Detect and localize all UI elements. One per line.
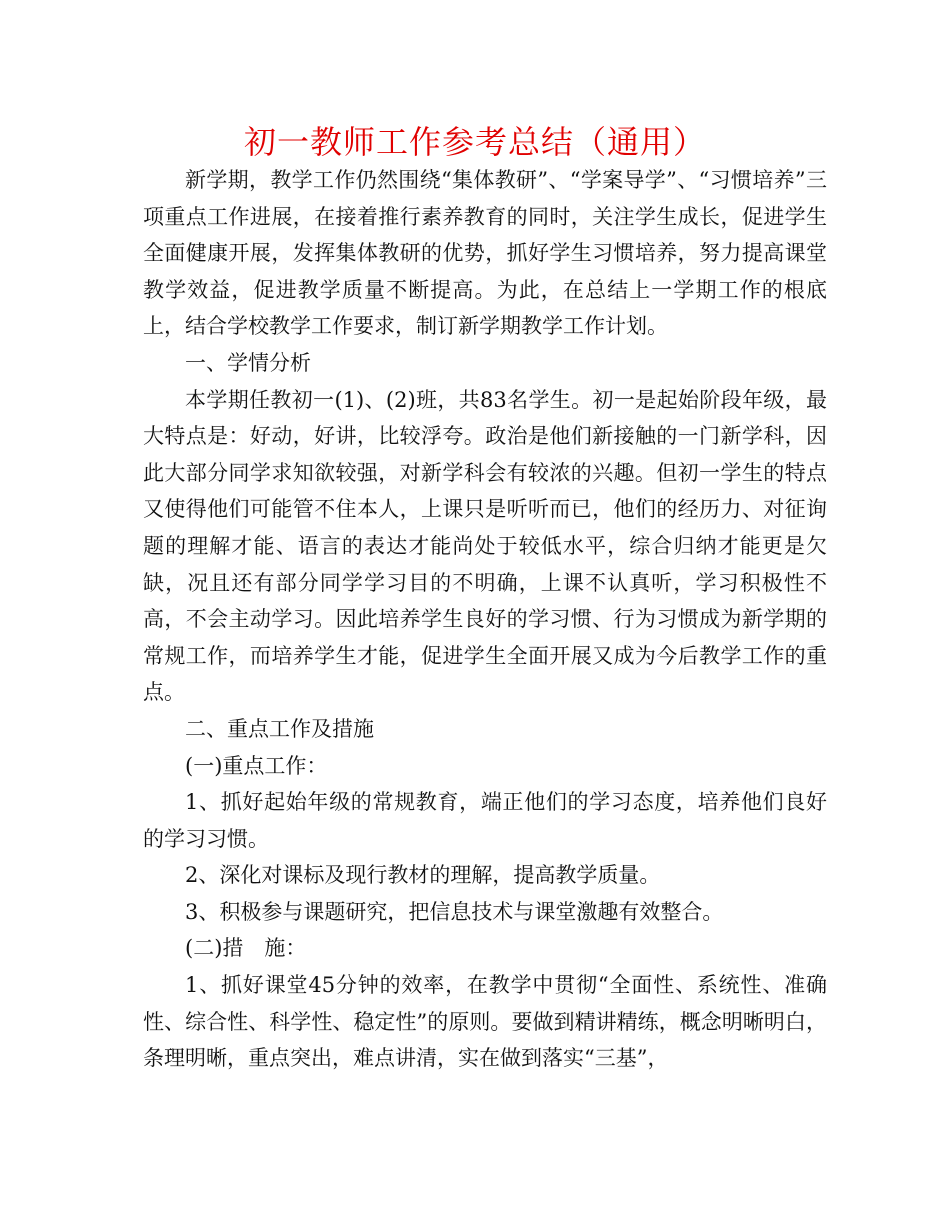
subheading-key-work: (一)重点工作： <box>185 753 328 778</box>
paragraph-learning-analysis: 本学期任教初一(1)、(2)班，共83名学生。初一是起始阶段年级，最大特点是：好动，好讲，比较浮夸。政治是他们新接触的一门新学科，因此大部分同学求知欲较强，对新学科会有较浓的兴趣。但初一学生的特点又使得他们可能管不住本人，上课只是听听而已，他们的经历力、对征询题的理解才能、语言的表达才能尚处于较低水平，综合归纳才能更是欠缺，况且还有部分同学学习目的不明确，上课不认真听，学习积极性不高，不会主动学习。因此培养学生良好的学习惯、行为习惯成为新学期的常规工作，而培养学生才能，促进学生全面开展又成为今后教学工作的重点。 <box>143 387 827 705</box>
list-item-key-work-1: 1、抓好起始年级的常规教育，端正他们的学习态度，培养他们良好的学习习惯。 <box>143 790 827 851</box>
subheading-measures: (二)措 施： <box>185 936 307 961</box>
list-item-measures-1: 1、抓好课堂45分钟的效率，在教学中贯彻“全面性、系统性、准确性、综合性、科学性、稳定性”的原则。要做到精讲精练，概念明晰明白，条理明晰，重点突出，难点讲清，实在做到落实“三基”， <box>143 973 827 1071</box>
section-heading-key-work: 二、重点工作及措施 <box>185 716 374 741</box>
document-body <box>143 162 827 1077</box>
list-item-key-work-2: 2、深化对课标及现行教材的理解，提高教学质量。 <box>185 863 661 888</box>
section-heading-learning-analysis: 一、学情分析 <box>185 350 311 375</box>
list-item-key-work-3: 3、积极参与课题研究，把信息技术与课堂激趣有效整合。 <box>185 899 724 924</box>
paragraph-intro: 新学期，教学工作仍然围绕“集体教研”、“学案导学”、“习惯培养”三项重点工作进展，在接着推行素养教育的同时，关注学生成长，促进学生全面健康开展，发挥集体教研的优势，抓好学生习惯培养，努力提高课堂教学效益，促进教学质量不断提高。为此，在总结上一学期工作的根底上，结合学校教学工作要求，制订新学期教学工作计划。 <box>143 168 827 339</box>
document-title: 初一教师工作参考总结（通用） <box>243 123 706 161</box>
